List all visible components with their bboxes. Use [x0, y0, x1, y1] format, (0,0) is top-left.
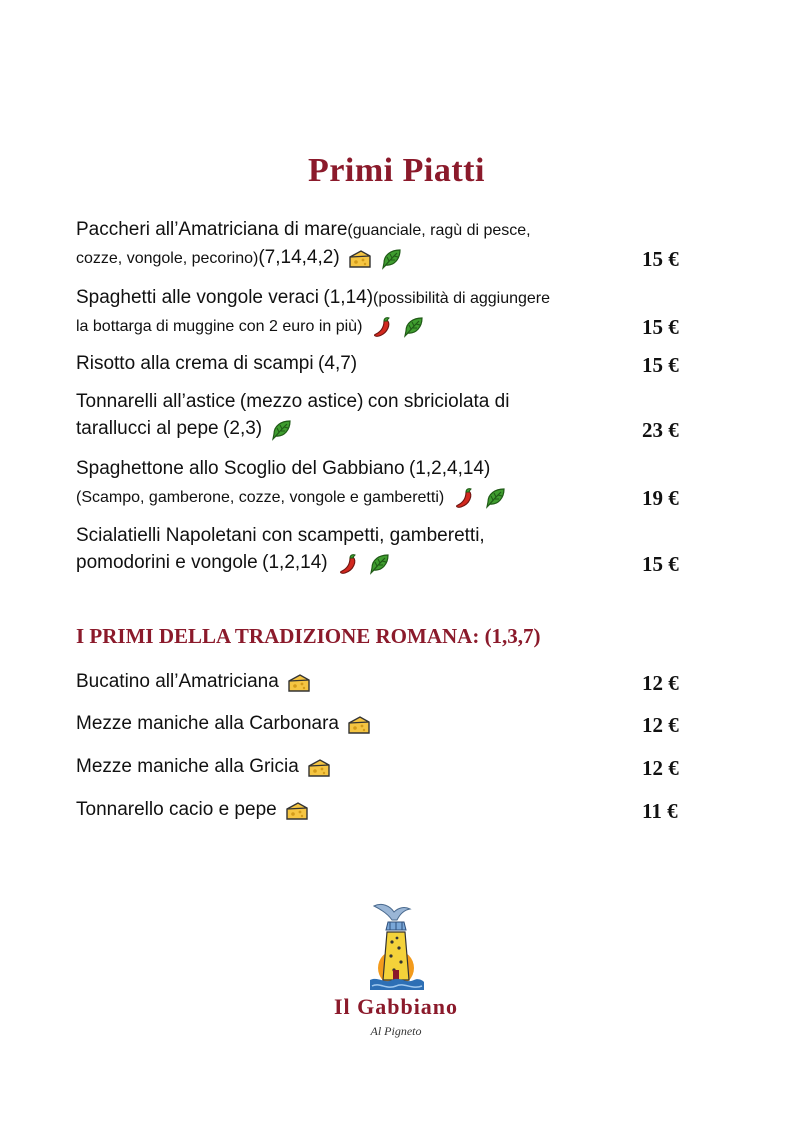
cheese-icon [347, 713, 371, 737]
dish-price: 15 € [642, 552, 679, 576]
dish-price: 12 € [642, 671, 679, 695]
dish-name: Tonnarello cacio e pepe [76, 799, 277, 821]
chili-pepper-icon [336, 552, 360, 576]
cheese-icon [307, 756, 331, 780]
herb-leaf-icon [402, 315, 426, 339]
dish-price: 12 € [642, 756, 679, 780]
dish-name: Paccheri all’Amatriciana di mare [76, 219, 348, 240]
herb-leaf-icon [270, 418, 294, 442]
dish-name: Spaghettone allo Scoglio del Gabbiano [76, 458, 405, 479]
herb-leaf-icon [368, 552, 392, 576]
allergen-codes: (7,14,4,2) [258, 247, 340, 269]
dish-price: 19 € [642, 486, 679, 510]
herb-leaf-icon [380, 247, 404, 271]
dish-name: Scialatielli Napoletani con scampetti, gamberetti, [76, 525, 485, 546]
cheese-icon [287, 671, 311, 695]
chili-pepper-icon [452, 486, 476, 510]
allergen-codes: (1,2,4,14) [408, 458, 491, 479]
dish-description: pomodorini e vongole [76, 552, 258, 574]
logo-name: Il Gabbiano [333, 994, 459, 1019]
dish-name: Bucatino all’Amatriciana [76, 671, 279, 693]
restaurant-logo [326, 900, 466, 1050]
dish-description: (possibilità di aggiungere [373, 290, 551, 307]
dish-name: Mezze maniche alla Gricia [76, 756, 299, 778]
dish-description: tarallucci al pepe [76, 418, 219, 440]
cheese-icon [348, 247, 372, 271]
dish-name: Tonnarelli all’astice [76, 391, 236, 412]
dish-price: 15 € [642, 353, 679, 377]
dish-price: 12 € [642, 713, 679, 737]
section-title: I PRIMI DELLA TRADIZIONE ROMANA: (1,3,7) [76, 624, 541, 648]
herb-leaf-icon [484, 486, 508, 510]
allergen-codes: (1,14) [323, 287, 374, 308]
allergen-codes: (1,2,14) [262, 552, 328, 574]
logo-subtitle: Al Pigneto [370, 1024, 422, 1038]
dish-price: 15 € [642, 315, 679, 339]
dish-description: la bottarga di muggine con 2 euro in più) [76, 318, 363, 336]
lighthouse-seagull-icon [326, 900, 466, 992]
dish-description: cozze, vongole, pecorino) [76, 250, 259, 268]
allergen-codes: (4,7) [318, 353, 358, 374]
dish-description: con sbriciolata di [367, 391, 510, 412]
dish-name: Mezze maniche alla Carbonara [76, 713, 339, 735]
dish-name: Spaghetti alle vongole veraci [76, 287, 319, 308]
chili-pepper-icon [370, 315, 394, 339]
dish-description: (mezzo astice) [239, 391, 364, 412]
dish-price: 11 € [642, 799, 678, 823]
dish-name: Risotto alla crema di scampi [76, 353, 314, 374]
page-title: Primi Piatti [308, 152, 485, 189]
cheese-icon [285, 799, 309, 823]
allergen-codes: (2,3) [223, 418, 263, 440]
dish-description: (guanciale, ragù di pesce, [347, 222, 531, 239]
dish-description: (Scampo, gamberone, cozze, vongole e gamberetti) [76, 489, 445, 507]
dish-price: 23 € [642, 418, 679, 442]
dish-price: 15 € [642, 247, 679, 271]
